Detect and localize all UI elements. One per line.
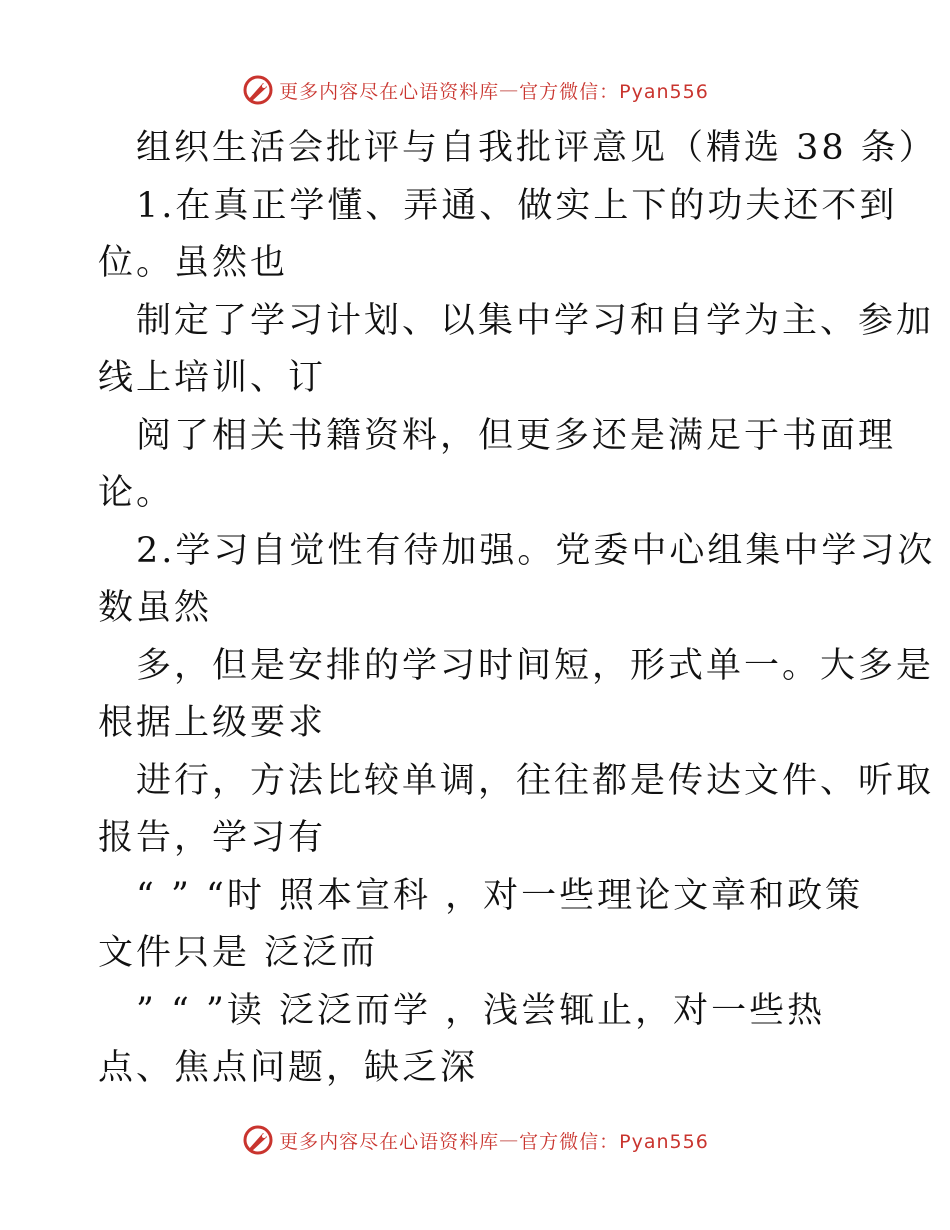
text-line: 线上培训、订 bbox=[98, 358, 327, 398]
pen-nib-logo-icon bbox=[241, 73, 275, 107]
text-line: 组织生活会批评与自我批评意见（精选 38 条） bbox=[136, 128, 937, 168]
text-line: 文件只是 泛泛而 bbox=[98, 933, 379, 973]
text-line: 2.学习自觉性有待加强。党委中心组集中学习次 bbox=[136, 530, 936, 571]
promo-text: 更多内容尽在心语资料库 bbox=[279, 80, 500, 103]
text-line: 论。 bbox=[98, 473, 175, 513]
text-line: 1.在真正学懂、弄通、做实上下的功夫还不到 bbox=[136, 185, 898, 226]
wechat-id: 官方微信：Pyan556 bbox=[519, 1130, 709, 1153]
promo-text: 更多内容尽在心语资料库 bbox=[279, 1130, 500, 1153]
text-line: 位。虽然也 bbox=[98, 243, 289, 283]
header-watermark-banner bbox=[0, 70, 950, 110]
banner-separator: — bbox=[499, 1129, 520, 1151]
text-line: 根据上级要求 bbox=[98, 703, 327, 743]
text-line: 阅了相关书籍资料，但更多还是满足于书面理 bbox=[136, 415, 897, 456]
banner-separator: — bbox=[499, 79, 520, 101]
text-line: 报告，学习有 bbox=[98, 818, 327, 858]
wechat-id: 官方微信：Pyan556 bbox=[519, 80, 709, 103]
text-line: ” “ ”读 泛泛而学 ，浅尝辄止，对一些热 bbox=[136, 990, 826, 1031]
text-line: 制定了学习计划、以集中学习和自学为主、参加 bbox=[136, 300, 935, 341]
text-line: “ ” “时 照本宣科 ，对一些理论文章和政策 bbox=[136, 875, 864, 916]
text-line: 数虽然 bbox=[98, 588, 213, 628]
text-line: 进行，方法比较单调，往往都是传达文件、听取 bbox=[136, 760, 935, 801]
text-line: 多，但是安排的学习时间短，形式单一。大多是 bbox=[136, 645, 935, 686]
document-body bbox=[98, 120, 937, 1098]
pen-nib-logo-icon bbox=[241, 1123, 275, 1157]
footer-watermark-banner bbox=[0, 1120, 950, 1160]
text-line: 点、焦点问题，缺乏深 bbox=[98, 1048, 479, 1088]
